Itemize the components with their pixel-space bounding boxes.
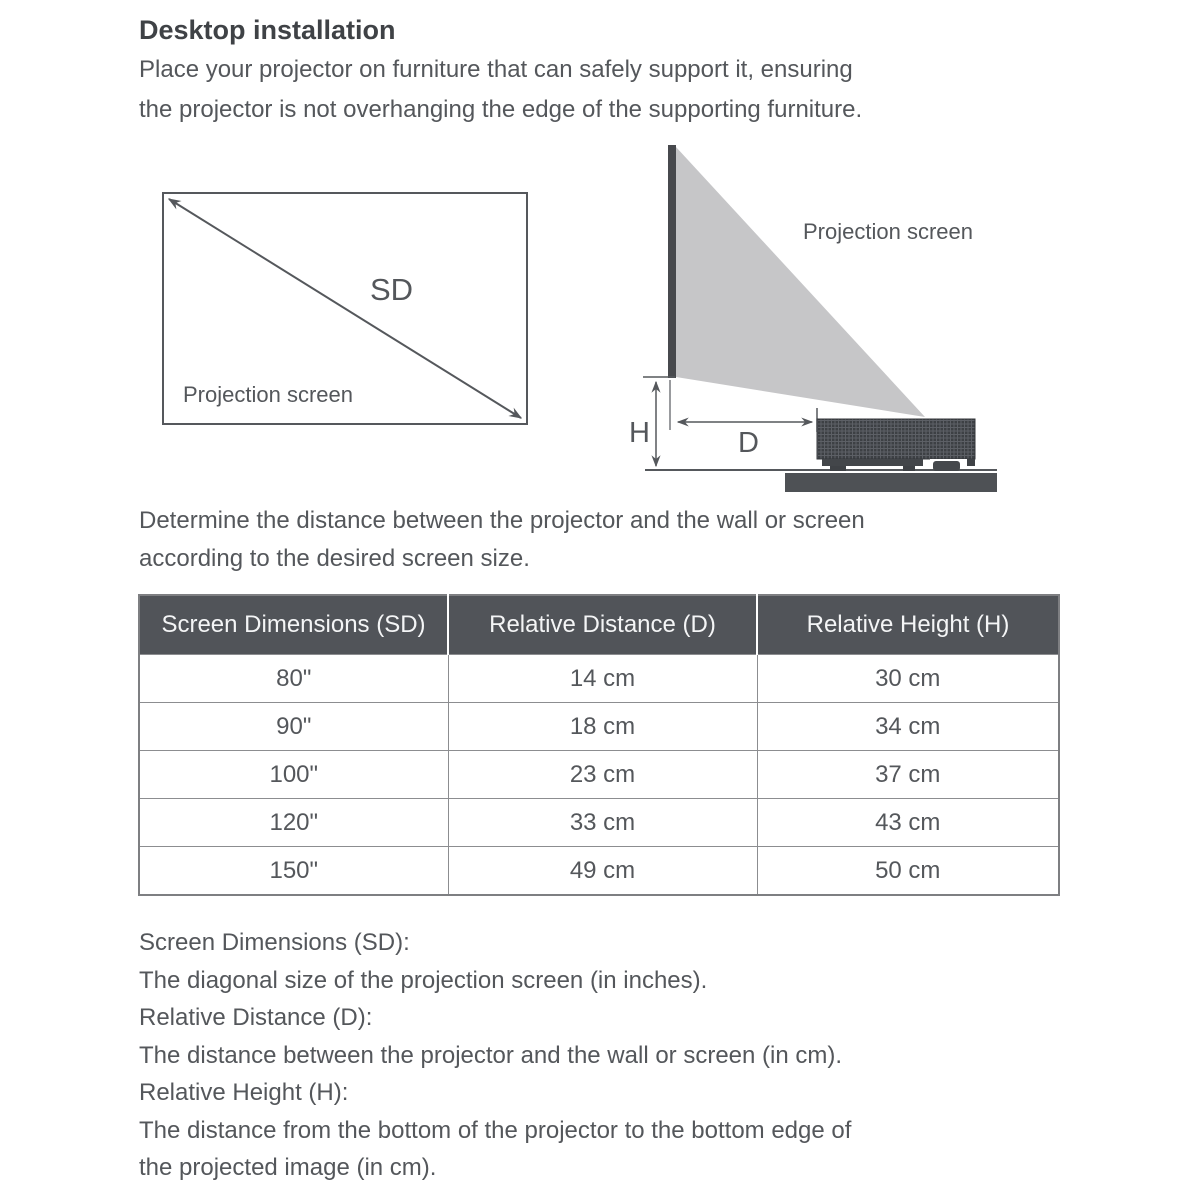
column-header-distance: Relative Distance (D) [448,595,757,655]
cell-height: 30 cm [757,655,1059,703]
cell-height: 43 cm [757,799,1059,847]
definitions [139,924,851,1187]
projector-bracket [967,459,975,466]
sd-label: SD [370,272,414,307]
determine-paragraph [139,502,865,578]
cell-sd: 150" [139,847,448,896]
screen-caption: Projection screen [183,382,353,407]
cell-distance: 49 cm [448,847,757,896]
table-row [139,799,1059,847]
d-label: D [738,427,759,459]
distance-table [138,594,1060,896]
cell-distance: 33 cm [448,799,757,847]
intro-paragraph [139,50,862,130]
cell-height: 50 cm [757,847,1059,896]
cell-sd: 100" [139,751,448,799]
determine-line: according to the desired screen size. [139,545,530,572]
front-view-diagram [150,140,570,470]
intro-line: the projector is not overhanging the edge of the supporting furniture. [139,96,863,123]
projection-beam [676,147,925,417]
table-row [139,655,1059,703]
definition-desc: The diagonal size of the projection screen (in inches). [139,966,708,994]
determine-line: Determine the distance between the projector and the wall or screen [139,507,865,534]
column-header-sd: Screen Dimensions (SD) [139,595,448,655]
definition-term: Relative Height (H): [139,1079,349,1106]
projector [817,419,975,471]
side-caption: Projection screen [803,219,973,244]
side-view-diagram [600,140,1070,500]
cell-height: 34 cm [757,703,1059,751]
projector-foot [903,466,915,471]
side-screen-bar [668,145,676,378]
table-header-row [139,595,1059,655]
cell-distance: 14 cm [448,655,757,703]
table-row [139,703,1059,751]
definition-term: Screen Dimensions (SD): [139,929,410,956]
cell-distance: 18 cm [448,703,757,751]
definition-term: Relative Distance (D): [139,1004,373,1031]
cell-sd: 120" [139,799,448,847]
cell-height: 37 cm [757,751,1059,799]
table-row [139,751,1059,799]
definition-desc: The distance from the bottom of the projector to the bottom edge of [139,1116,852,1144]
column-header-height: Relative Height (H) [757,595,1059,655]
table-row [139,847,1059,896]
projector-rear-foot [933,461,960,471]
intro-line: Place your projector on furniture that can safely support it, ensuring [139,56,853,83]
cell-distance: 23 cm [448,751,757,799]
cell-sd: 90" [139,703,448,751]
page-title: Desktop installation [139,15,396,45]
definition-desc: the projected image (in cm). [139,1154,437,1181]
projector-grille [817,419,975,459]
h-label: H [629,417,650,449]
projector-foot [830,466,846,471]
furniture-table [785,473,997,492]
projector-base [822,459,923,466]
definition-desc: The distance between the projector and the wall or screen (in cm). [139,1041,843,1069]
cell-sd: 80" [139,655,448,703]
